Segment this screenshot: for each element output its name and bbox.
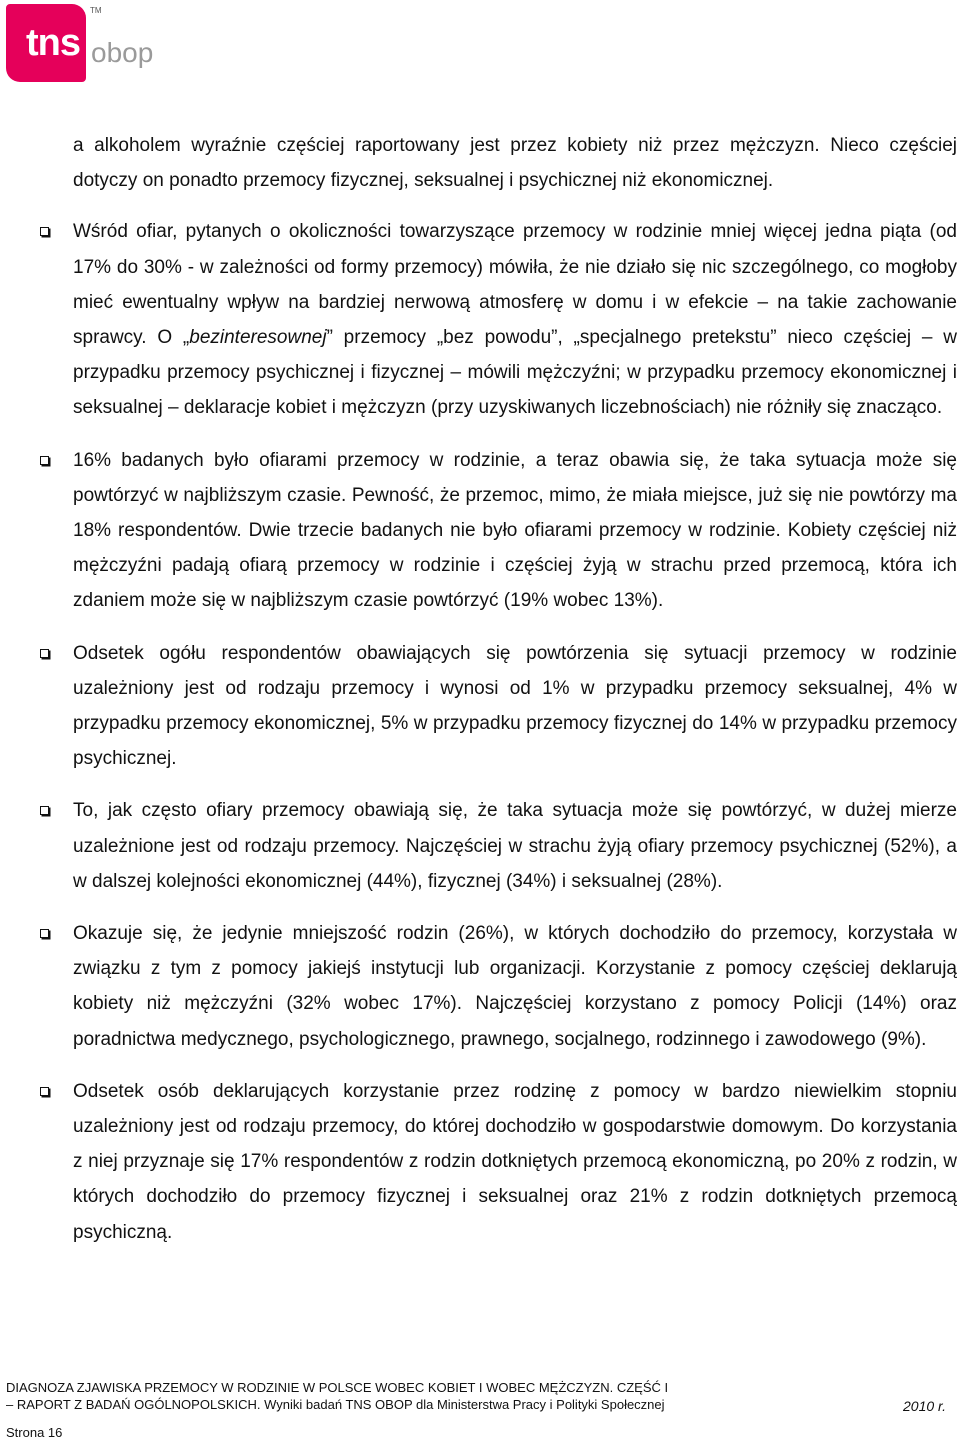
square-bullet-icon	[40, 649, 49, 658]
bullet-item-5	[73, 916, 957, 1057]
square-bullet-icon	[40, 1087, 49, 1096]
bullet-item-2	[73, 443, 957, 619]
square-bullet-icon	[40, 929, 49, 938]
square-bullet-icon	[40, 806, 49, 815]
bullet-item-6	[73, 1074, 957, 1250]
logo-brand: tns	[26, 22, 80, 64]
tns-obop-logo	[6, 4, 166, 84]
bullet-item-1	[73, 214, 957, 425]
logo-tm: TM	[90, 6, 102, 15]
footer-title-line-2: – RAPORT Z BADAŃ OGÓLNOPOLSKICH. Wyniki badań TNS OBOP dla Ministerstwa Pracy i Polityki Społecznej	[6, 1397, 665, 1412]
footer-title-line-1: DIAGNOZA ZJAWISKA PRZEMOCY W RODZINIE W POLSCE WOBEC KOBIET I WOBEC MĘŻCZYZN. CZĘŚĆ I	[6, 1380, 669, 1395]
footer-year: 2010 r.	[903, 1398, 947, 1414]
bullet-item-4	[73, 793, 957, 899]
bullet-1-text-a: Wśród ofiar, pytanych o okoliczności towarzyszące przemocy w rodzinie mniej więcej jedna piąta (od 17% do 30% - w zależności od formy przemocy) mówiła, że nie działo się nic szczególnego, co mogłoby mieć ewentualny wpływ na bardziej nerwową atmosferę w domu i w efekcie – na takie zachowanie sprawcy. O „	[73, 221, 957, 349]
logo-sub: obop	[91, 37, 154, 68]
bullet-1-text-b: ” przemocy „bez powodu”, „specjalnego pretekstu” nieco częściej – w przypadku przemocy psychicznej i fizycznej – mówili mężczyźni; w przypadku przemocy ekonomicznej i seksualnej – deklaracje kobiet i mężczyzn (przy uzyskiwanych liczebnościach) nie różniły się znacząco.	[73, 327, 957, 419]
document-body	[73, 128, 957, 1250]
bullet-4-text: To, jak często ofiary przemocy obawiają się, że taka sytuacja może się powtórzyć, w dużej mierze uzależnione jest od rodzaju przemocy. Najczęściej w strachu żyją ofiary przemocy psychicznej (52%), a w dalszej kolejności ekonomicznej (44%), fizycznej (34%) i seksualnej (28%).	[73, 800, 957, 892]
logo-box	[6, 4, 86, 82]
page-number: Strona 16	[6, 1425, 63, 1440]
square-bullet-icon	[40, 456, 49, 465]
bullet-6-text: Odsetek osób deklarujących korzystanie przez rodzinę z pomocy w bardzo niewielkim stopniu uzależniony jest od rodzaju przemocy, do której dochodziło w gospodarstwie domowym. Do korzystania z niej przyznaje się 17% respondentów z rodzin dotkniętych przemocą ekonomiczną, po 20% z rodzin, w których dochodziło do przemocy fizycznej i seksualnej oraz 21% z rodzin dotkniętych przemocą psychiczną.	[73, 1080, 957, 1243]
bullet-1-italic: bezinteresownej	[189, 327, 327, 349]
square-bullet-icon	[40, 227, 49, 236]
intro-paragraph: a alkoholem wyraźnie częściej raportowany jest przez kobiety niż przez mężczyzn. Nieco częściej dotyczy on ponadto przemocy fizycznej, seksualnej i psychicznej niż ekonomicznej.	[73, 135, 957, 192]
bullet-2-text: 16% badanych było ofiarami przemocy w rodzinie, a teraz obawia się, że taka sytuacja może się powtórzyć w najbliższym czasie. Pewność, że przemoc, mimo, że miała miejsce, już się nie powtórzy ma 18% respondentów. Dwie trzecie badanych nie było ofiarami przemocy w rodzinie. Kobiety częściej niż mężczyźni padają ofiarą przemocy w rodzinie i częściej żyją w strachu przed przemocą, która ich zdaniem może się w najbliższym czasie powtórzyć (19% wobec 13%).	[73, 449, 957, 612]
bullet-item-3	[73, 636, 957, 777]
bullet-3-text: Odsetek ogółu respondentów obawiających się powtórzenia się sytuacji przemocy w rodzinie uzależniony jest od rodzaju przemocy i wynosi od 1% w przypadku przemocy seksualnej, 4% w przypadku przemocy ekonomicznej, 5% w przypadku przemocy fizycznej do 14% w przypadku przemocy psychicznej.	[73, 642, 957, 770]
bullet-5-text: Okazuje się, że jedynie mniejszość rodzin (26%), w których dochodziło do przemocy, korzystała w związku z tym z pomocy jakiejś instytucji lub organizacji. Korzystanie z pomocy częściej deklarują kobiety niż mężczyźni (32% wobec 17%). Najczęściej korzystano z pomocy Policji (14%) oraz poradnictwa medycznego, psychologicznego, prawnego, socjalnego, rodzinnego i zawodowego (9%).	[73, 923, 957, 1050]
page-footer	[6, 1379, 960, 1413]
